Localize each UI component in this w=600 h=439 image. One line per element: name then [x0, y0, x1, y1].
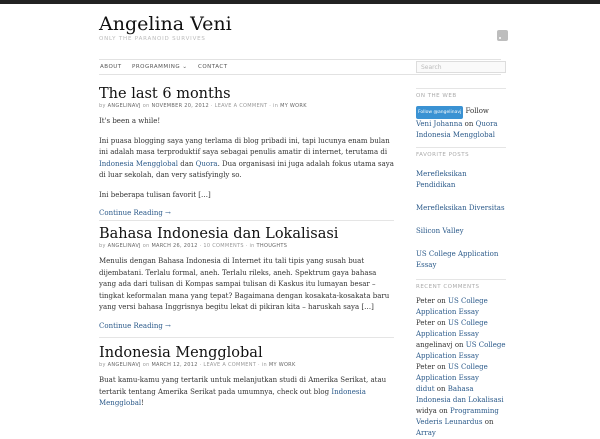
- post-body: [99, 256, 394, 314]
- sidebar: [416, 88, 506, 439]
- comment-author: widya: [416, 407, 437, 415]
- nav-item-about[interactable]: ABOUT: [100, 64, 122, 70]
- meta-on: on: [142, 243, 150, 249]
- twitter-follow: [416, 106, 506, 119]
- post-paragraph: Menulis dengan Bahasa Indonesia di Internet itu tali tipis yang susah buat dijembatani. Terlalu formal, aneh. Terlalu rileks, aneh. Spektrum gaya bahasa yang ada dari tulisan di Kompas sampai tulisan di Kaskus itu lumayan besar – tingkat keformalan mana yang tepat? Bagaimana dengan kosakata-kosakata baru yang versi bahasa Inggrisnya begitu lekat di pikiran kita – haruskah saya […]: [99, 257, 390, 311]
- chevron-down-icon: ⌄: [182, 64, 188, 70]
- favorite-post-link[interactable]: US College Application Essay: [416, 250, 499, 269]
- comment-post-link[interactable]: US College Application Essay: [416, 363, 488, 382]
- meta-category[interactable]: MY WORK: [268, 362, 296, 368]
- comment-author[interactable]: didut: [416, 385, 435, 393]
- post-the-last-6-months: [99, 86, 394, 217]
- comment-author: Peter: [416, 297, 435, 305]
- post-body: [99, 116, 394, 201]
- widget-heading: ON THE WEB: [416, 88, 506, 102]
- meta-date: NOVEMBER 20, 2012: [151, 103, 209, 109]
- nav-item-contact[interactable]: CONTACT: [198, 64, 228, 70]
- meta-category[interactable]: THOUGHTS: [256, 243, 288, 249]
- text: on: [437, 297, 446, 305]
- nav-item-programming-label: PROGRAMMING: [132, 64, 181, 70]
- post-title[interactable]: The last 6 months: [99, 86, 231, 102]
- comment-post-link[interactable]: US College Application Essay: [416, 297, 488, 316]
- comment-item: [416, 296, 506, 318]
- search-input[interactable]: Search: [416, 61, 506, 73]
- post-indonesia-mengglobal: [99, 345, 394, 418]
- meta-author[interactable]: ANGELINAVJ: [107, 243, 141, 249]
- web-profile-site[interactable]: Indonesia Mengglobal: [416, 131, 495, 139]
- follow-text[interactable]: Follow: [465, 107, 489, 115]
- text: on: [437, 363, 446, 371]
- favorite-post-link[interactable]: Silicon Valley: [416, 227, 464, 235]
- favorite-post-link[interactable]: Merefleksikan Diversitas: [416, 204, 505, 212]
- comment-author[interactable]: Vederis Leunardus: [416, 418, 483, 426]
- meta-by: by: [99, 243, 106, 249]
- meta-by: by: [99, 103, 106, 109]
- post-body: [99, 375, 394, 410]
- comment-item: [416, 362, 506, 384]
- text: on: [484, 418, 494, 426]
- comment-author: Peter: [416, 363, 435, 371]
- post-bahasa-indonesia: [99, 226, 394, 330]
- meta-on: on: [142, 362, 150, 368]
- text: Ini puasa blogging saya yang terlama di blog pribadi ini, tapi lucunya enam bulan ini adalah masa terproduktif saya sebagai penulis amatir di internet, terutama di: [99, 136, 390, 156]
- comment-post-link[interactable]: Programming: [450, 407, 499, 415]
- widget-heading: FAVORITE POSTS: [416, 147, 506, 161]
- meta-on: on: [142, 103, 150, 109]
- meta-comments[interactable]: · LEAVE A COMMENT ·: [199, 362, 260, 368]
- text: on: [462, 120, 476, 128]
- meta-comments[interactable]: · 10 COMMENTS ·: [199, 243, 248, 249]
- post-title[interactable]: Bahasa Indonesia dan Lokalisasi: [99, 226, 339, 242]
- meta-by: by: [99, 362, 106, 368]
- post-paragraph: [99, 136, 394, 182]
- site-tagline: ONLY THE PARANOID SURVIVES: [99, 36, 206, 42]
- post-title[interactable]: Indonesia Mengglobal: [99, 345, 263, 361]
- comment-item: [416, 384, 506, 406]
- post-paragraph: Ini beberapa tulisan favorit […]: [99, 190, 211, 199]
- post-meta: [99, 243, 394, 249]
- meta-author[interactable]: ANGELINAVJ: [107, 362, 141, 368]
- comment-item: [416, 318, 506, 340]
- continue-reading-link[interactable]: Continue Reading →: [99, 209, 171, 217]
- continue-reading-link[interactable]: Continue Reading →: [99, 321, 171, 330]
- comment-post-link[interactable]: US College Application Essay: [416, 341, 506, 360]
- text: on: [454, 341, 464, 349]
- widget-heading: RECENT COMMENTS: [416, 279, 506, 293]
- meta-date: MARCH 12, 2012: [151, 362, 198, 368]
- post-paragraph: [99, 375, 394, 410]
- web-profile: [416, 119, 506, 130]
- top-bar: [0, 0, 600, 4]
- text: dan: [177, 159, 196, 168]
- comment-item: [416, 340, 506, 362]
- comment-post-link[interactable]: US College Application Essay: [416, 319, 488, 338]
- meta-date: MARCH 26, 2012: [151, 243, 198, 249]
- comment-item: [416, 417, 506, 439]
- comment-author: Peter: [416, 319, 435, 327]
- meta-comments[interactable]: · LEAVE A COMMENT ·: [210, 103, 272, 109]
- post-meta: [99, 103, 394, 109]
- web-profile-name[interactable]: Veni Johanna: [416, 120, 463, 128]
- link-indonesia-mengglobal[interactable]: Indonesia Mengglobal: [99, 387, 366, 407]
- link-quora[interactable]: Quora: [475, 120, 498, 128]
- text: on: [436, 385, 446, 393]
- meta-in: in: [261, 362, 267, 368]
- link-quora[interactable]: Quora: [195, 159, 218, 168]
- comment-post-link[interactable]: Array: [416, 429, 436, 437]
- text: on: [437, 319, 446, 327]
- site-title[interactable]: Angelina Veni: [99, 13, 232, 35]
- comment-item: [416, 406, 506, 417]
- post-paragraph: It's been a while!: [99, 117, 161, 125]
- meta-in: in: [273, 103, 279, 109]
- favorite-post-link[interactable]: Merefleksikan Pendidikan: [416, 170, 467, 189]
- text: !: [141, 399, 144, 407]
- text: Buat kamu-kamu yang tertarik untuk melanjutkan studi di Amerika Serikat, atau tertarik tentang Amerika Serikat pada umumnya, check out blog: [99, 376, 387, 396]
- text: . Dua organisasi ini juga adalah fokus utama saya di luar sekolah, dan very satisfyingly so.: [99, 159, 394, 179]
- recent-comments-list: [416, 296, 506, 439]
- twitter-follow-button[interactable]: Follow @angelinavj: [416, 106, 463, 119]
- nav-item-programming[interactable]: [132, 64, 187, 70]
- post-meta: [99, 362, 394, 368]
- comment-author: angelinavj: [416, 341, 453, 349]
- post-divider: [99, 337, 394, 338]
- rss-icon[interactable]: [497, 30, 508, 41]
- meta-in: in: [249, 243, 255, 249]
- meta-author[interactable]: ANGELINAVJ: [107, 103, 141, 109]
- comment-post-link[interactable]: Bahasa Indonesia dan Lokalisasi: [416, 385, 504, 404]
- meta-category[interactable]: MY WORK: [280, 103, 307, 109]
- post-divider: [99, 220, 394, 221]
- link-indonesia-mengglobal[interactable]: Indonesia Mengglobal: [99, 159, 178, 168]
- text: on: [439, 407, 448, 415]
